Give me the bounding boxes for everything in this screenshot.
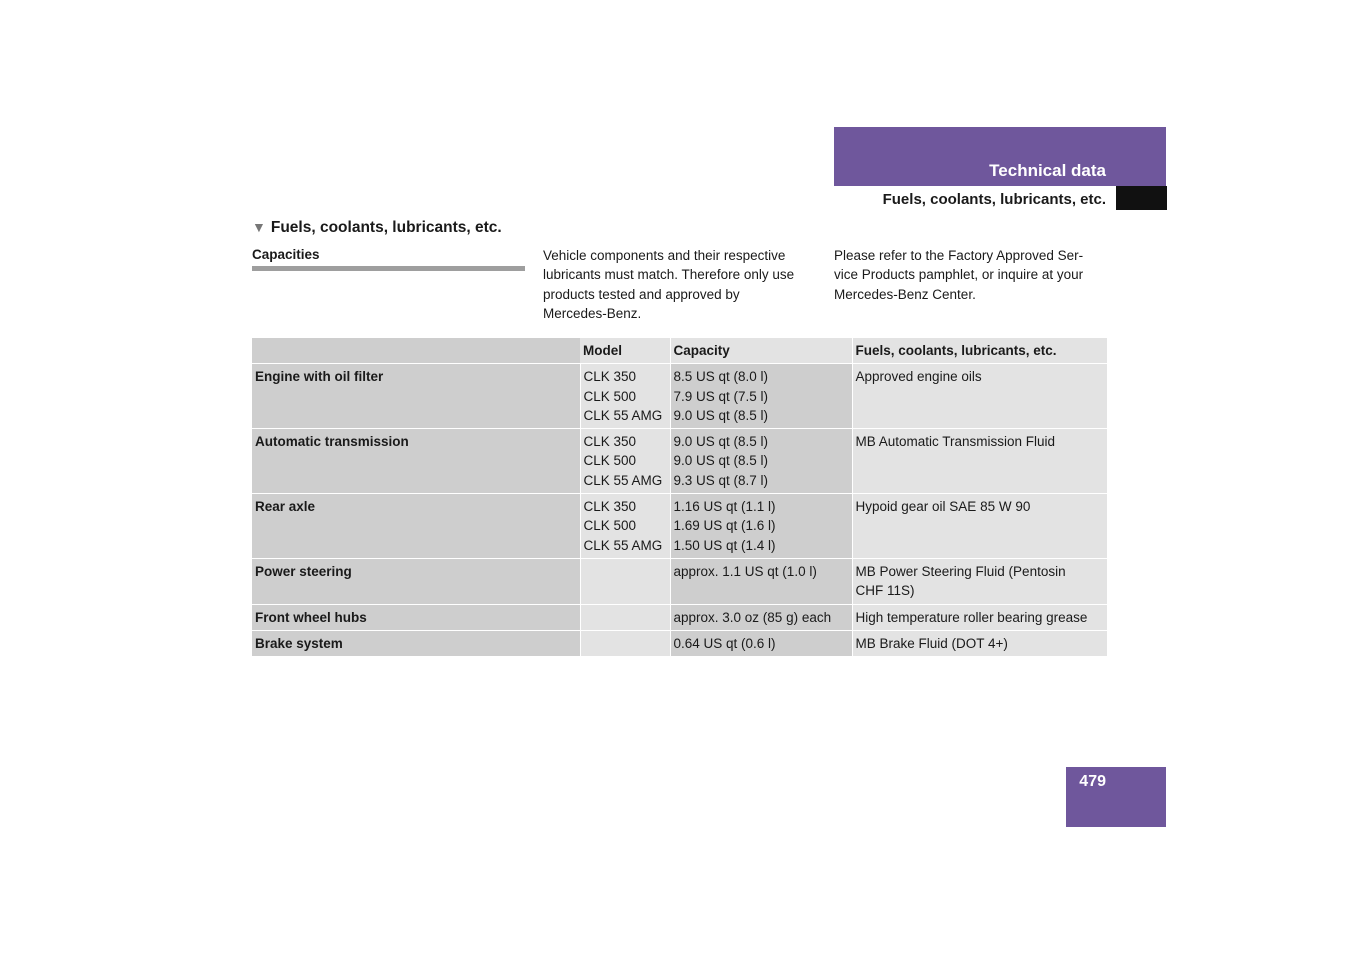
capacities-table — [252, 338, 1107, 657]
page-title — [252, 219, 502, 237]
table-row — [252, 630, 1107, 656]
cell-line: 1.16 US qt (1.1 l) — [673, 499, 776, 515]
capacities-rule — [252, 266, 525, 271]
component-cell: Engine with oil filter — [252, 364, 580, 429]
capacity-cell — [670, 494, 852, 559]
cell-line: CLK 350 — [583, 434, 637, 450]
cell-line: CLK 500 — [583, 518, 637, 534]
paragraph-line: products tested and approved by — [543, 286, 740, 302]
table-row — [252, 364, 1107, 429]
table-row — [252, 604, 1107, 630]
paragraph-line: Please refer to the Factory Approved Ser- — [834, 248, 1084, 263]
model-cell — [580, 364, 670, 429]
cell-line: CHF 11S) — [855, 583, 915, 599]
model-cell — [580, 604, 670, 630]
table-row — [252, 494, 1107, 559]
cell-line: 9.0 US qt (8.5 l) — [673, 434, 769, 450]
model-cell — [580, 429, 670, 494]
page-number-tab — [1066, 767, 1166, 827]
cell-line: Hypoid gear oil SAE 85 W 90 — [855, 499, 1031, 515]
cell-line: 8.5 US qt (8.0 l) — [673, 369, 769, 385]
fluid-cell — [852, 630, 1107, 656]
fluid-cell — [852, 429, 1107, 494]
cell-line: CLK 500 — [583, 453, 637, 469]
table-header-row — [252, 338, 1107, 364]
cell-line: CLK 500 — [583, 388, 637, 404]
component-cell: Front wheel hubs — [252, 604, 580, 630]
paragraph-line: Mercedes-Benz Center. — [834, 286, 976, 302]
component-cell: Rear axle — [252, 494, 580, 559]
column-header-component — [252, 338, 580, 364]
cell-line: CLK 55 AMG — [583, 472, 663, 488]
cell-line: 9.0 US qt (8.5 l) — [673, 407, 769, 423]
cell-line: Approved engine oils — [855, 369, 982, 385]
cell-line: CLK 350 — [583, 499, 637, 515]
model-cell — [580, 494, 670, 559]
cell-line: 9.3 US qt (8.7 l) — [673, 472, 769, 488]
column-header-fluid: Fuels, coolants, lubricants, etc. — [852, 338, 1107, 364]
paragraph-line: lubricants must match. Therefore only use — [543, 267, 795, 283]
cell-line: MB Automatic Transmission Fluid — [855, 434, 1056, 450]
reference-paragraph — [834, 246, 1109, 304]
capacity-cell — [670, 630, 852, 656]
cell-line: 7.9 US qt (7.5 l) — [673, 388, 769, 404]
component-cell: Power steering — [252, 558, 580, 604]
cell-line: 0.64 US qt (0.6 l) — [673, 635, 776, 651]
model-cell — [580, 630, 670, 656]
cell-line: 9.0 US qt (8.5 l) — [673, 453, 769, 469]
page-title-text: Fuels, coolants, lubricants, etc. — [270, 219, 502, 236]
model-cell — [580, 558, 670, 604]
paragraph-line: Vehicle components and their respective — [543, 248, 786, 263]
section-title: Technical data — [989, 161, 1106, 180]
cell-line: CLK 350 — [583, 369, 637, 385]
column-header-capacity: Capacity — [670, 338, 852, 364]
cell-line: 1.50 US qt (1.4 l) — [673, 537, 776, 553]
cell-line: CLK 55 AMG — [583, 537, 663, 553]
section-header-tab — [834, 127, 1166, 186]
component-cell: Brake system — [252, 630, 580, 656]
capacity-cell — [670, 429, 852, 494]
cell-line: approx. 3.0 oz (85 g) each — [673, 609, 832, 625]
header-marker-block — [1116, 186, 1167, 210]
component-cell: Automatic transmission — [252, 429, 580, 494]
cell-line: MB Power Steering Fluid (Pentosin — [855, 563, 1066, 579]
cell-line: High temperature roller bearing grease — [855, 609, 1088, 625]
paragraph-line: Mercedes-Benz. — [543, 305, 642, 321]
fluid-cell — [852, 604, 1107, 630]
paragraph-line: vice Products pamphlet, or inquire at your — [834, 267, 1084, 283]
cell-line: MB Brake Fluid (DOT 4+) — [855, 635, 1008, 651]
subsection-title: Fuels, coolants, lubricants, etc. — [882, 191, 1106, 208]
capacity-cell — [670, 558, 852, 604]
page-number: 479 — [1079, 773, 1106, 790]
capacities-label: Capacities — [252, 247, 320, 262]
table-row — [252, 558, 1107, 604]
fluid-cell — [852, 558, 1107, 604]
cell-line: approx. 1.1 US qt (1.0 l) — [673, 563, 817, 579]
intro-paragraph — [543, 246, 818, 323]
table-row — [252, 429, 1107, 494]
cell-line: CLK 55 AMG — [583, 407, 663, 423]
cell-line: 1.69 US qt (1.6 l) — [673, 518, 776, 534]
capacity-cell — [670, 604, 852, 630]
capacity-cell — [670, 364, 852, 429]
fluid-cell — [852, 364, 1107, 429]
fluid-cell — [852, 494, 1107, 559]
triangle-down-icon: ▼ — [252, 219, 266, 235]
column-header-model: Model — [580, 338, 670, 364]
